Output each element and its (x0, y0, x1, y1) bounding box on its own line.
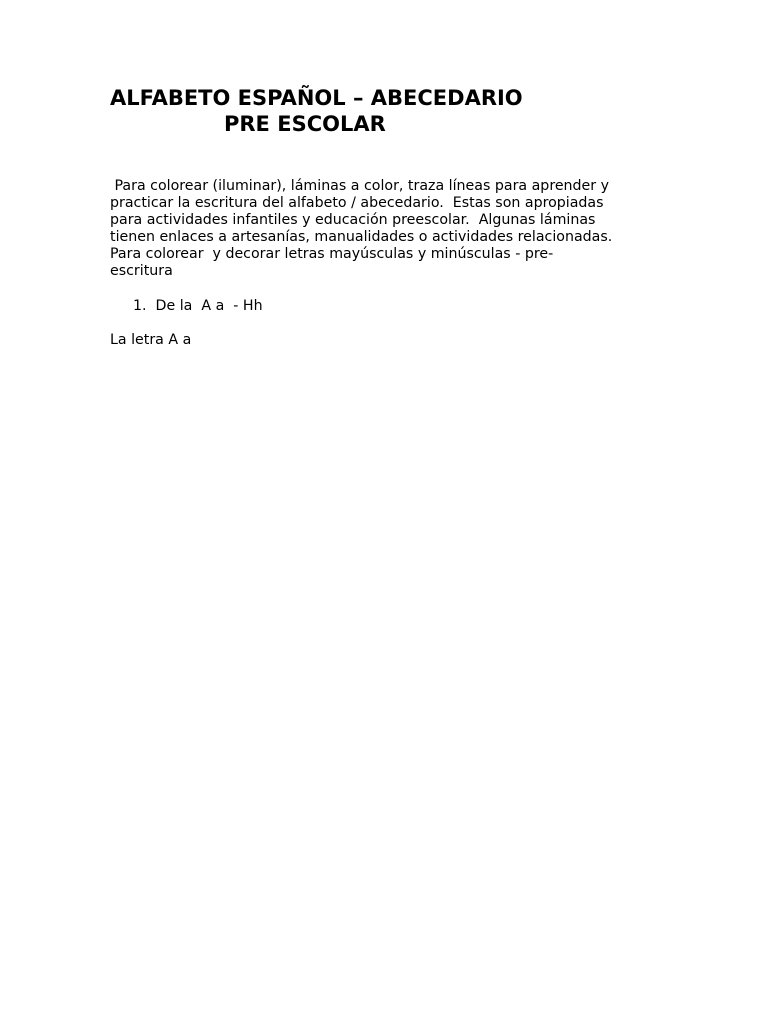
page-title-line-2: PRE ESCOLAR (224, 112, 386, 136)
section-list (133, 298, 263, 315)
intro-line: practicar la escritura del alfabeto / abecedario. Estas son apropiadas (110, 195, 604, 211)
intro-line: Para colorear y decorar letras mayúsculas y minúsculas - pre- (110, 246, 554, 262)
intro-line: para actividades infantiles y educación preescolar. Algunas láminas (110, 212, 596, 228)
intro-line: Para colorear (iluminar), láminas a color, traza líneas para aprender y (110, 178, 610, 194)
list-item: 1. De la A a - Hh (133, 298, 263, 314)
intro-line: escritura (110, 263, 173, 279)
intro-paragraph (110, 178, 670, 280)
intro-line: tienen enlaces a artesanías, manualidades o actividades relacionadas. (110, 229, 613, 245)
page-title-line-1: ALFABETO ESPAÑOL – ABECEDARIO (110, 86, 523, 110)
letter-subheading: La letra A a (110, 332, 192, 348)
